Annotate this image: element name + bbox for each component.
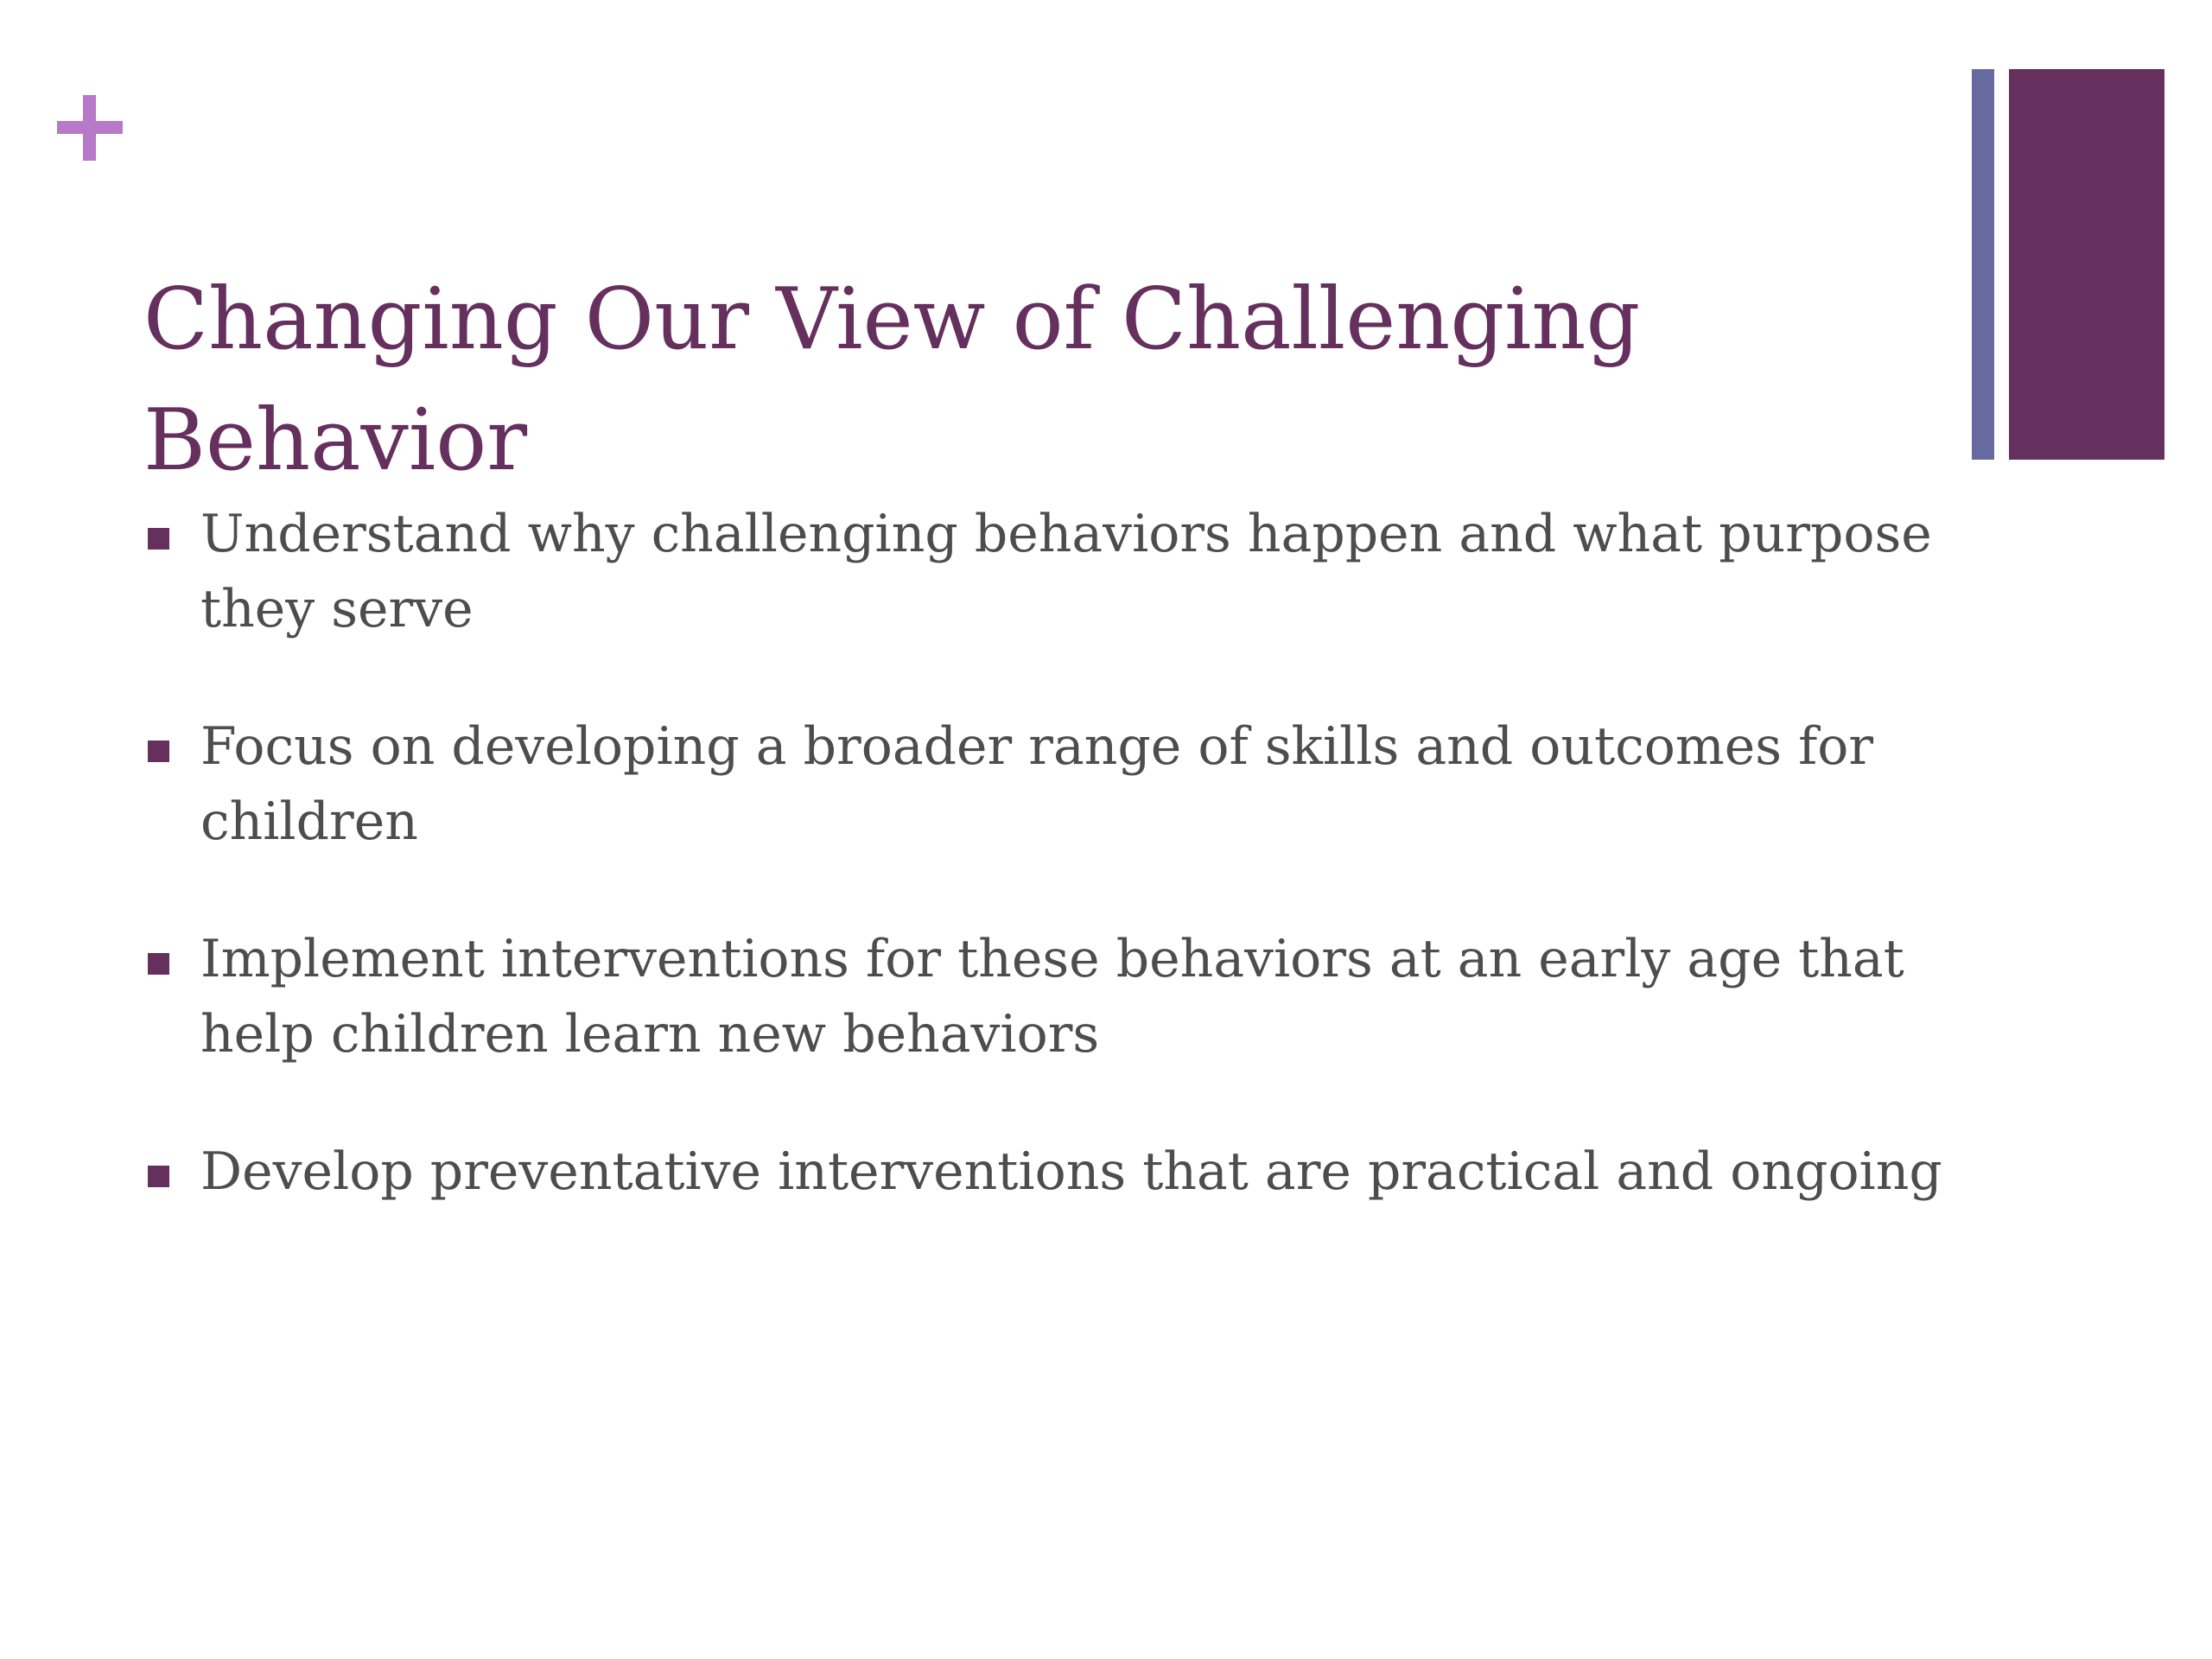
accent-bar-thick xyxy=(2009,69,2164,460)
plus-icon xyxy=(57,95,123,161)
bullet-item xyxy=(143,497,1967,647)
bullet-text: Develop preventative interventions that are practical and ongoing xyxy=(200,1141,1942,1202)
bullet-item xyxy=(143,922,1967,1072)
bullet-text: Implement interventions for these behaviors at an early age that help children learn new behaviors xyxy=(200,929,1904,1065)
plus-icon-vertical-bar xyxy=(83,95,96,161)
bullet-item xyxy=(143,709,1967,860)
bullet-list xyxy=(143,497,1967,1272)
bullet-text: Focus on developing a broader range of skills and outcomes for children xyxy=(200,716,1874,852)
bullet-text: Understand why challenging behaviors happen and what purpose they serve xyxy=(200,504,1932,639)
square-bullet-icon xyxy=(148,528,169,550)
square-bullet-icon xyxy=(148,1166,169,1187)
square-bullet-icon xyxy=(148,953,169,975)
square-bullet-icon xyxy=(148,741,169,762)
accent-bar-thin xyxy=(1972,69,1994,460)
slide-title: Changing Our View of Challenging Behavior xyxy=(143,270,1641,490)
bullet-item xyxy=(143,1135,1967,1210)
